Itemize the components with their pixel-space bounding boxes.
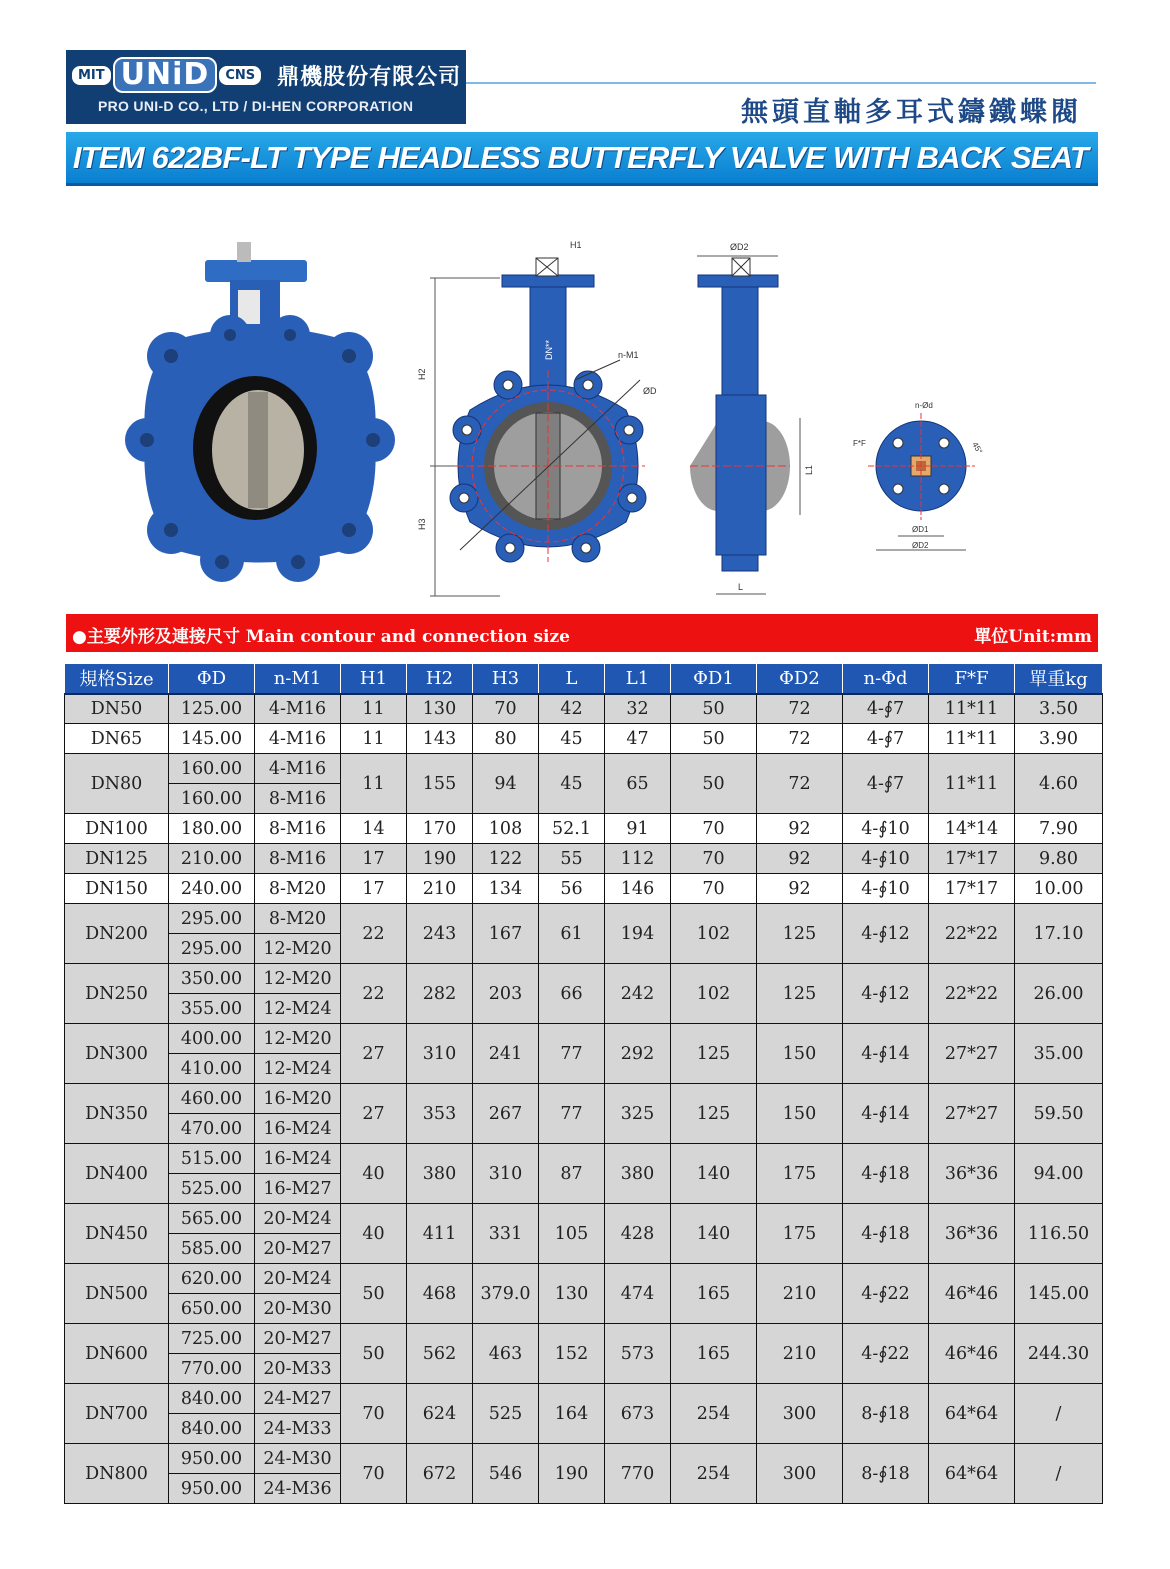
table-body — [65, 694, 1103, 1504]
cell-h2: 210 — [407, 874, 473, 904]
cell-d2: 72 — [757, 694, 843, 724]
cell-n-m1: 12-M24 — [255, 994, 341, 1024]
cell-d1: 102 — [671, 964, 757, 1024]
cell-phi-d: 180.00 — [169, 814, 255, 844]
cell-h3: 70 — [473, 694, 539, 724]
table-row — [65, 844, 1103, 874]
column-header: ΦD — [169, 664, 255, 694]
column-header: ΦD1 — [671, 664, 757, 694]
cell-h2: 411 — [407, 1204, 473, 1264]
cell-phi-d: 400.00 — [169, 1024, 255, 1054]
dim-h2: H2 — [417, 368, 427, 380]
section-title: ●主要外形及連接尺寸 Main contour and connection size — [72, 627, 570, 647]
cell-h1: 11 — [341, 754, 407, 814]
cell-n-m1: 20-M33 — [255, 1354, 341, 1384]
cell-d1: 165 — [671, 1324, 757, 1384]
cell-nd: 4-∮14 — [843, 1084, 929, 1144]
column-header: ΦD2 — [757, 664, 843, 694]
cell-h3: 122 — [473, 844, 539, 874]
dimension-table — [64, 663, 1103, 1504]
cell-d2: 125 — [757, 904, 843, 964]
cell-l1: 380 — [605, 1144, 671, 1204]
cell-d1: 50 — [671, 754, 757, 814]
cell-phi-d: 350.00 — [169, 964, 255, 994]
cell-size: DN700 — [65, 1384, 169, 1444]
cell-phi-d: 840.00 — [169, 1414, 255, 1444]
cell-h2: 672 — [407, 1444, 473, 1504]
cell-h3: 108 — [473, 814, 539, 844]
cell-l1: 65 — [605, 754, 671, 814]
column-header: n-Φd — [843, 664, 929, 694]
cell-h2: 143 — [407, 724, 473, 754]
column-header: H1 — [341, 664, 407, 694]
cell-h3: 241 — [473, 1024, 539, 1084]
cell-kg: 4.60 — [1015, 754, 1103, 814]
cell-d1: 70 — [671, 874, 757, 904]
cell-ff: 11*11 — [929, 694, 1015, 724]
cell-h1: 11 — [341, 724, 407, 754]
cell-phi-d: 460.00 — [169, 1084, 255, 1114]
cell-n-m1: 8-M16 — [255, 784, 341, 814]
cell-l1: 112 — [605, 844, 671, 874]
cell-h3: 267 — [473, 1084, 539, 1144]
cell-d2: 150 — [757, 1024, 843, 1084]
cell-n-m1: 20-M24 — [255, 1204, 341, 1234]
cell-h1: 27 — [341, 1024, 407, 1084]
table-row — [65, 904, 1103, 934]
cell-size: DN125 — [65, 844, 169, 874]
column-header: L — [539, 664, 605, 694]
cell-nd: 4-∮7 — [843, 724, 929, 754]
cell-n-m1: 4-M16 — [255, 754, 341, 784]
cell-d1: 254 — [671, 1384, 757, 1444]
logo-brand: UNiD — [113, 57, 218, 93]
cell-n-m1: 4-M16 — [255, 724, 341, 754]
cell-l: 66 — [539, 964, 605, 1024]
cell-phi-d: 470.00 — [169, 1114, 255, 1144]
section-header — [66, 614, 1098, 652]
cell-l1: 428 — [605, 1204, 671, 1264]
cell-kg: 116.50 — [1015, 1204, 1103, 1264]
cell-h1: 22 — [341, 904, 407, 964]
column-header: H2 — [407, 664, 473, 694]
valve-figures — [0, 230, 1170, 610]
cell-n-m1: 12-M24 — [255, 1054, 341, 1084]
cell-l1: 325 — [605, 1084, 671, 1144]
cell-l: 152 — [539, 1324, 605, 1384]
cell-l1: 32 — [605, 694, 671, 724]
cell-nd: 4-∮7 — [843, 754, 929, 814]
cell-h3: 379.0 — [473, 1264, 539, 1324]
cell-n-m1: 16-M24 — [255, 1114, 341, 1144]
table-row — [65, 874, 1103, 904]
cell-n-m1: 8-M20 — [255, 874, 341, 904]
dim-l: L — [738, 582, 744, 592]
column-header: 規格Size — [65, 664, 169, 694]
cell-d1: 140 — [671, 1144, 757, 1204]
company-logo — [66, 50, 466, 124]
cell-nd: 8-∮18 — [843, 1384, 929, 1444]
cell-h3: 203 — [473, 964, 539, 1024]
cell-d2: 72 — [757, 724, 843, 754]
product-title-en: ITEM 622BF-LT TYPE HEADLESS BUTTERFLY VALVE WITH BACK SEAT — [72, 140, 1088, 175]
cell-size: DN450 — [65, 1204, 169, 1264]
cell-n-m1: 24-M33 — [255, 1414, 341, 1444]
cell-size: DN800 — [65, 1444, 169, 1504]
cell-n-m1: 16-M20 — [255, 1084, 341, 1114]
cell-l: 61 — [539, 904, 605, 964]
cell-phi-d: 770.00 — [169, 1354, 255, 1384]
column-header: F*F — [929, 664, 1015, 694]
cell-nd: 4-∮10 — [843, 844, 929, 874]
cell-h3: 525 — [473, 1384, 539, 1444]
cell-h1: 27 — [341, 1084, 407, 1144]
cell-n-m1: 8-M16 — [255, 814, 341, 844]
cell-phi-d: 355.00 — [169, 994, 255, 1024]
cell-d1: 70 — [671, 844, 757, 874]
cell-l1: 573 — [605, 1324, 671, 1384]
cell-phi-d: 650.00 — [169, 1294, 255, 1324]
cell-d2: 210 — [757, 1264, 843, 1324]
table-row — [65, 754, 1103, 784]
cell-h1: 70 — [341, 1384, 407, 1444]
cell-h2: 353 — [407, 1084, 473, 1144]
cell-l: 87 — [539, 1144, 605, 1204]
cell-d2: 125 — [757, 964, 843, 1024]
cell-phi-d: 950.00 — [169, 1444, 255, 1474]
table-row — [65, 1384, 1103, 1414]
column-header: H3 — [473, 664, 539, 694]
cell-nd: 4-∮22 — [843, 1324, 929, 1384]
cell-n-m1: 20-M24 — [255, 1264, 341, 1294]
cell-phi-d: 295.00 — [169, 904, 255, 934]
cell-size: DN300 — [65, 1024, 169, 1084]
cell-phi-d: 725.00 — [169, 1324, 255, 1354]
product-title-cn: 無頭直軸多耳式鑄鐵蝶閥 — [741, 97, 1082, 128]
cell-h2: 380 — [407, 1144, 473, 1204]
cell-d2: 92 — [757, 844, 843, 874]
cell-n-m1: 12-M20 — [255, 1024, 341, 1054]
cell-phi-d: 160.00 — [169, 784, 255, 814]
cell-ff: 17*17 — [929, 844, 1015, 874]
table-row — [65, 1204, 1103, 1234]
cell-ff: 46*46 — [929, 1324, 1015, 1384]
cell-ff: 64*64 — [929, 1444, 1015, 1504]
dim-phi-d1: ØD1 — [912, 525, 929, 534]
cell-d2: 300 — [757, 1444, 843, 1504]
cell-h1: 14 — [341, 814, 407, 844]
cell-kg: 145.00 — [1015, 1264, 1103, 1324]
cell-l: 45 — [539, 754, 605, 814]
cell-d1: 140 — [671, 1204, 757, 1264]
cell-phi-d: 585.00 — [169, 1234, 255, 1264]
product-banner — [66, 132, 1098, 186]
dim-l1: L1 — [804, 464, 814, 475]
dim-phi-d: ØD — [643, 386, 657, 396]
cell-l1: 292 — [605, 1024, 671, 1084]
cell-h2: 190 — [407, 844, 473, 874]
column-header: L1 — [605, 664, 671, 694]
cell-l: 56 — [539, 874, 605, 904]
cell-h3: 134 — [473, 874, 539, 904]
cell-phi-d: 125.00 — [169, 694, 255, 724]
cell-n-m1: 12-M20 — [255, 934, 341, 964]
cell-d1: 165 — [671, 1264, 757, 1324]
cell-n-m1: 24-M30 — [255, 1444, 341, 1474]
cell-nd: 4-∮10 — [843, 814, 929, 844]
cell-d2: 175 — [757, 1144, 843, 1204]
cell-kg: / — [1015, 1444, 1103, 1504]
dim-h3: H3 — [417, 518, 427, 530]
cell-kg: 10.00 — [1015, 874, 1103, 904]
cell-kg: 26.00 — [1015, 964, 1103, 1024]
cell-h1: 22 — [341, 964, 407, 1024]
top-flange-drawing — [853, 401, 984, 550]
cell-nd: 4-∮7 — [843, 694, 929, 724]
cell-l1: 91 — [605, 814, 671, 844]
cell-h1: 50 — [341, 1264, 407, 1324]
cell-l1: 194 — [605, 904, 671, 964]
cell-n-m1: 4-M16 — [255, 694, 341, 724]
cell-nd: 4-∮22 — [843, 1264, 929, 1324]
cell-ff: 17*17 — [929, 874, 1015, 904]
company-name-en: PRO UNI-D CO., LTD / DI-HEN CORPORATION — [98, 98, 414, 114]
cell-kg: 3.90 — [1015, 724, 1103, 754]
cell-phi-d: 240.00 — [169, 874, 255, 904]
cell-kg: 17.10 — [1015, 904, 1103, 964]
cell-size: DN50 — [65, 694, 169, 724]
cell-size: DN200 — [65, 904, 169, 964]
cell-d2: 210 — [757, 1324, 843, 1384]
cell-phi-d: 210.00 — [169, 844, 255, 874]
cell-ff: 46*46 — [929, 1264, 1015, 1324]
cell-phi-d: 295.00 — [169, 934, 255, 964]
cell-l: 77 — [539, 1084, 605, 1144]
cell-h2: 562 — [407, 1324, 473, 1384]
cell-phi-d: 515.00 — [169, 1144, 255, 1174]
cell-n-m1: 20-M30 — [255, 1294, 341, 1324]
cell-d1: 102 — [671, 904, 757, 964]
cell-phi-d: 565.00 — [169, 1204, 255, 1234]
cell-d1: 50 — [671, 694, 757, 724]
cell-l1: 146 — [605, 874, 671, 904]
cell-h2: 282 — [407, 964, 473, 1024]
cell-l1: 242 — [605, 964, 671, 1024]
cell-phi-d: 525.00 — [169, 1174, 255, 1204]
table-row — [65, 1144, 1103, 1174]
dim-phi-d2-top: ØD2 — [912, 541, 929, 550]
table-row — [65, 964, 1103, 994]
cell-phi-d: 410.00 — [169, 1054, 255, 1084]
cell-n-m1: 16-M27 — [255, 1174, 341, 1204]
cell-size: DN350 — [65, 1084, 169, 1144]
cell-h2: 155 — [407, 754, 473, 814]
cell-size: DN400 — [65, 1144, 169, 1204]
dim-n-phid: n-Ød — [915, 401, 933, 410]
valve-photo — [125, 242, 395, 582]
cell-l: 164 — [539, 1384, 605, 1444]
cell-d2: 92 — [757, 814, 843, 844]
cell-d1: 125 — [671, 1024, 757, 1084]
cell-d2: 150 — [757, 1084, 843, 1144]
cell-h2: 130 — [407, 694, 473, 724]
cell-nd: 4-∮12 — [843, 904, 929, 964]
cell-ff: 14*14 — [929, 814, 1015, 844]
cell-d1: 254 — [671, 1444, 757, 1504]
cell-h3: 167 — [473, 904, 539, 964]
cell-size: DN250 — [65, 964, 169, 1024]
cell-d1: 50 — [671, 724, 757, 754]
front-view-drawing — [417, 240, 657, 596]
cell-nd: 4-∮12 — [843, 964, 929, 1024]
cell-h2: 310 — [407, 1024, 473, 1084]
table-row — [65, 1024, 1103, 1054]
cell-h2: 624 — [407, 1384, 473, 1444]
cell-ff: 64*64 — [929, 1384, 1015, 1444]
cell-n-m1: 20-M27 — [255, 1324, 341, 1354]
cell-d1: 125 — [671, 1084, 757, 1144]
cell-h1: 40 — [341, 1144, 407, 1204]
cell-d1: 70 — [671, 814, 757, 844]
cell-n-m1: 8-M20 — [255, 904, 341, 934]
cell-h3: 463 — [473, 1324, 539, 1384]
cell-d2: 72 — [757, 754, 843, 814]
cell-size: DN65 — [65, 724, 169, 754]
cell-d2: 92 — [757, 874, 843, 904]
cell-l1: 673 — [605, 1384, 671, 1444]
cell-n-m1: 16-M24 — [255, 1144, 341, 1174]
cell-n-m1: 20-M27 — [255, 1234, 341, 1264]
cell-l: 42 — [539, 694, 605, 724]
dim-h1: H1 — [570, 240, 582, 250]
dim-n-m1: n-M1 — [618, 350, 639, 360]
column-header: n-M1 — [255, 664, 341, 694]
cell-l: 77 — [539, 1024, 605, 1084]
cell-nd: 8-∮18 — [843, 1444, 929, 1504]
table-header-row — [65, 664, 1103, 694]
cell-l: 45 — [539, 724, 605, 754]
cell-ff: 36*36 — [929, 1144, 1015, 1204]
table-row — [65, 814, 1103, 844]
cell-l: 130 — [539, 1264, 605, 1324]
cell-ff: 36*36 — [929, 1204, 1015, 1264]
cell-kg: 59.50 — [1015, 1084, 1103, 1144]
cell-n-m1: 8-M16 — [255, 844, 341, 874]
cell-h1: 50 — [341, 1324, 407, 1384]
cell-ff: 11*11 — [929, 754, 1015, 814]
body-mark: DN** — [544, 339, 554, 360]
cell-h1: 17 — [341, 874, 407, 904]
cell-phi-d: 160.00 — [169, 754, 255, 784]
cell-phi-d: 950.00 — [169, 1474, 255, 1504]
cell-l: 55 — [539, 844, 605, 874]
cell-h1: 17 — [341, 844, 407, 874]
cell-kg: 35.00 — [1015, 1024, 1103, 1084]
cell-n-m1: 24-M36 — [255, 1474, 341, 1504]
cell-h2: 170 — [407, 814, 473, 844]
cell-l1: 770 — [605, 1444, 671, 1504]
table-row — [65, 724, 1103, 754]
cell-d2: 300 — [757, 1384, 843, 1444]
unit-label: 單位Unit:mm — [974, 627, 1092, 647]
cell-n-m1: 24-M27 — [255, 1384, 341, 1414]
cell-h1: 70 — [341, 1444, 407, 1504]
cell-kg: 7.90 — [1015, 814, 1103, 844]
logo-mit: MIT — [72, 66, 111, 85]
cell-kg: 3.50 — [1015, 694, 1103, 724]
cell-h3: 331 — [473, 1204, 539, 1264]
cell-h1: 11 — [341, 694, 407, 724]
dim-angle: 45° — [970, 440, 985, 456]
cell-nd: 4-∮18 — [843, 1144, 929, 1204]
dim-phi-d2: ØD2 — [730, 242, 749, 252]
cell-phi-d: 620.00 — [169, 1264, 255, 1294]
cell-nd: 4-∮10 — [843, 874, 929, 904]
cell-h3: 546 — [473, 1444, 539, 1504]
cell-ff: 27*27 — [929, 1024, 1015, 1084]
cell-size: DN150 — [65, 874, 169, 904]
cell-kg: 244.30 — [1015, 1324, 1103, 1384]
cell-h2: 243 — [407, 904, 473, 964]
cell-l1: 474 — [605, 1264, 671, 1324]
cell-size: DN100 — [65, 814, 169, 844]
table-row — [65, 1084, 1103, 1114]
table-row — [65, 1264, 1103, 1294]
cell-phi-d: 145.00 — [169, 724, 255, 754]
cell-phi-d: 840.00 — [169, 1384, 255, 1414]
cell-kg: / — [1015, 1384, 1103, 1444]
cell-n-m1: 12-M20 — [255, 964, 341, 994]
cell-h3: 310 — [473, 1144, 539, 1204]
table-row — [65, 1324, 1103, 1354]
cell-kg: 9.80 — [1015, 844, 1103, 874]
header-divider — [466, 82, 1096, 84]
cell-l: 105 — [539, 1204, 605, 1264]
cell-h2: 468 — [407, 1264, 473, 1324]
logo-cns: CNS — [219, 66, 261, 85]
dim-ff: F*F — [853, 439, 866, 448]
cell-h3: 94 — [473, 754, 539, 814]
cell-kg: 94.00 — [1015, 1144, 1103, 1204]
cell-l1: 47 — [605, 724, 671, 754]
cell-size: DN500 — [65, 1264, 169, 1324]
table-row — [65, 1444, 1103, 1474]
table-row — [65, 694, 1103, 724]
cell-h1: 40 — [341, 1204, 407, 1264]
cell-d2: 175 — [757, 1204, 843, 1264]
cell-nd: 4-∮14 — [843, 1024, 929, 1084]
cell-ff: 27*27 — [929, 1084, 1015, 1144]
cell-ff: 11*11 — [929, 724, 1015, 754]
cell-ff: 22*22 — [929, 964, 1015, 1024]
cell-l: 190 — [539, 1444, 605, 1504]
column-header: 單重kg — [1015, 664, 1103, 694]
cell-nd: 4-∮18 — [843, 1204, 929, 1264]
cell-h3: 80 — [473, 724, 539, 754]
cell-l: 52.1 — [539, 814, 605, 844]
cell-size: DN80 — [65, 754, 169, 814]
cell-ff: 22*22 — [929, 904, 1015, 964]
side-view-drawing — [690, 242, 814, 594]
cell-size: DN600 — [65, 1324, 169, 1384]
company-name-cn: 鼎機股份有限公司 — [277, 64, 462, 90]
